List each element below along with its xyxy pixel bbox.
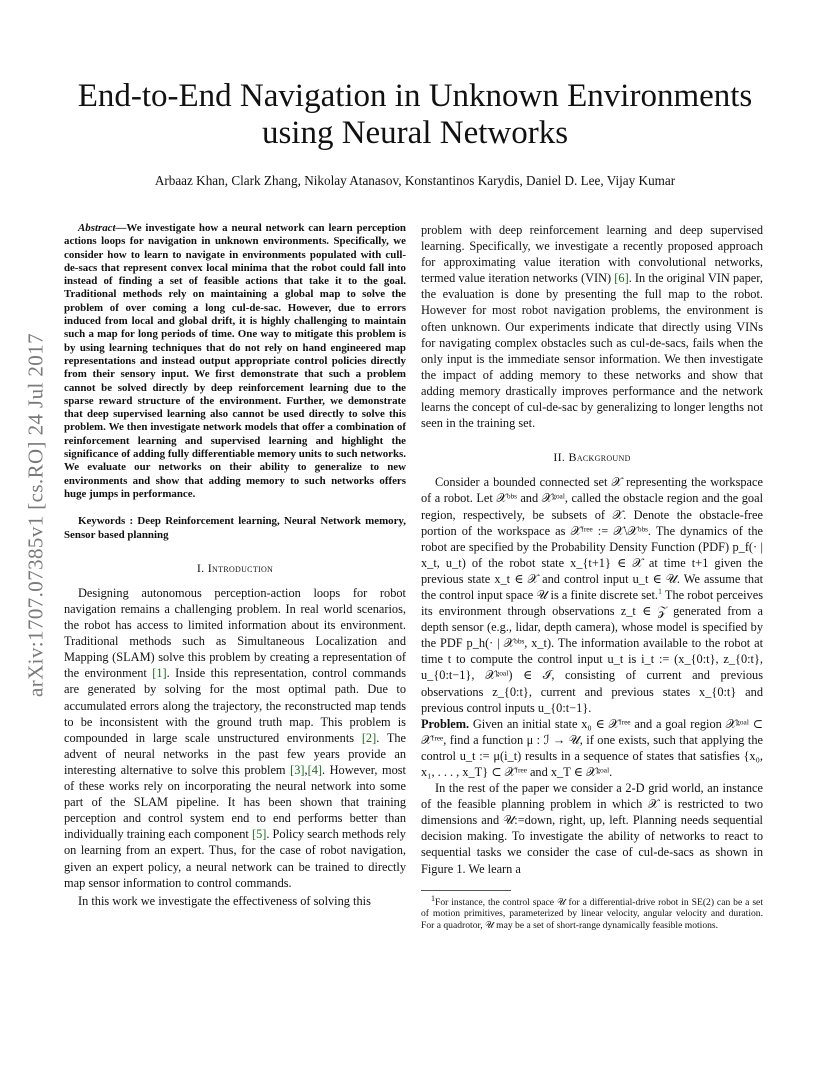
- citation-link[interactable]: [2]: [361, 730, 377, 745]
- section-heading-background: II. Background: [553, 450, 631, 465]
- right-column: [421, 222, 763, 932]
- arxiv-sidebar: [22, 295, 50, 735]
- author-list: Arbaaz Khan, Clark Zhang, Nikolay Atanasov, Konstantinos Karydis, Daniel D. Lee, Vijay Kumar: [154, 173, 676, 188]
- problem-label: Problem.: [421, 716, 470, 731]
- intro-paragraph-2: In this work we investigate the effectiveness of solving this: [78, 893, 371, 908]
- citation-link[interactable]: [6]: [614, 271, 629, 286]
- citation-link[interactable]: [1]: [152, 666, 167, 681]
- intro-paragraph-1: Designing autonomous perception-action loops for robot navigation remains a challenging problem. In real world scenarios, the robot has access to limited information about its environment. Traditional methods such as Simultaneous Localization and Mapping (SLAM) solve this problem by creating a representation of the environment [1]. Inside this representation, control commands are generated by solving for the most optimal path. Due to accumulated errors along the trajectory, the reconstructed map tends to be inconsistent with the ground truth map. This problem is compounded in large scale unstructured environments [2]. The advent of neural networks in the past few years provide an interesting alternative to solve this problem [3],[4]. However, most of these works rely on incorporating the neural network into some part of the SLAM pipeline. It has been shown that training perception and control system end to end performs better than individually training each component [5]. Policy search methods rely on learning from an expert. Thus, for the case of robot navigation, given an expert policy, a neural network can be trained to directly map sensor information to control commands.: [64, 585, 407, 890]
- footnote-number: 1: [431, 893, 435, 903]
- background-paragraph-1: Consider a bounded connected set 𝒳 representing the workspace of a robot. Let 𝒳ᵒᵇˢ and 𝒳ᵍᵒᵃˡ, called the obstacle region and the goal region, respectively, be subsets of 𝒳. Denote the obstacle-free portion of the workspace as 𝒳ᶠʳᵉᵉ := 𝒳\𝒳ᵒᵇˢ. The dynamics of the robot are specified by the Probability Density Function (PDF) p_f(· | x_t, u_t) of the robot state x_{t+1} ∈ 𝒳 at time t+1 given the previous state x_t ∈ 𝒳 and control input u_t ∈ 𝒰. We assume that the control input space 𝒰 is a finite discrete set.$^1$ The robot perceives its environment through observations z_t ∈ 𝒵 generated from a depth sensor (e.g., lidar, depth camera), whose model is specified by the PDF p_h(· | 𝒳ᵒᵇˢ, x_t). The information available to the robot at time t to compute the control input u_t is i_t := (x_{0:t}, z_{0:t}, u_{0:t−1}, 𝒳ᵍᵒᵃˡ) ∈ ℐ, consisting of current and previous observations z_{0:t}, current and previous states x_{0:t} and previous control inputs u_{0:t−1}.: [421, 475, 763, 715]
- arxiv-identifier: arXiv:1707.07385v1 [cs.RO] 24 Jul 2017: [23, 332, 48, 698]
- citation-link[interactable]: [5]: [251, 827, 267, 842]
- footnote-divider: [421, 890, 511, 891]
- right-paragraph-1: problem with deep reinforcement learning and deep supervised learning. Specifically, we investigate a recently proposed approach for approximating value iteration with convolutional networks, termed value iteration networks (VIN) [6]. In the original VIN paper, the evaluation is done by presenting the full map to the robot. However for most robot navigation problems, the environment is often unknown. Our experiments indicate that directly using VINs for navigating complex obstacles such as cul-de-sacs, fails when the only input is the immediate sensor information. We then investigate the impact of adding memory to these networks and show that adding memory drastically improves performance and the network learns the concept of cul-de-sac by generalizing to longer lengths not seen in the training set.: [421, 223, 763, 431]
- citation-link[interactable]: [3]: [290, 762, 305, 777]
- title-line-2: using Neural Networks: [261, 115, 569, 151]
- footnote-marker[interactable]: 1: [658, 586, 662, 596]
- background-paragraph-2: In the rest of the paper we consider a 2-D grid world, an instance of the feasible planning problem in which 𝒳 is restricted to two dimensions and 𝒰:=down, right, up, left. Planning needs sequential decision making. To investigate the ability of networks to react to sequential tasks we consider the case of cul-de-sacs as shown in Figure 1. We learn a: [421, 781, 763, 876]
- abstract-text: —We investigate how a neural network can learn perception actions loops for navigation in unknown environments. Specifically, we consider how to learn to navigate in environments populated with cull-de-sacs that represent convex local minima that the robot could fall into instead of finding a set of feasible actions that take it to the goal. Traditional methods rely on maintaining a global map to solve the problem of over coming a long cul-de-sac. However, due to errors induced from local and global drift, it is highly challenging to maintain such a map for long periods of time. One way to mitigate this problem is by using learning techniques that do not rely on hand engineered map representations and instead output appropriate control policies directly from their sensory input. We first demonstrate that such a problem cannot be solved directly by deep reinforcement learning due to the sparse reward structure of the environment. Further, we demonstrate that deep supervised learning also cannot be used directly to solve this problem. We then investigate network models that offer a combination of reinforcement learning and supervised learning and highlight the significance of adding fully differentiable memory units to such networks. We evaluate our networks on their ability to generalize to new environments and show that adding memory to such networks offers huge jumps in performance.: [64, 222, 406, 500]
- section-heading-introduction: I. Introduction: [196, 560, 274, 575]
- citation-link[interactable]: [4]: [307, 762, 322, 777]
- left-column: [64, 222, 406, 909]
- keywords: Keywords : Deep Reinforcement learning, Neural Network memory, Sensor based planning: [64, 515, 406, 541]
- paper-title: [60, 78, 770, 152]
- footnote: $^1$For instance, the control space 𝒰 for a differential-drive robot in SE(2) can be a set of motion primitives, parameterized by linear velocity, angular velocity and duration. For a quadrotor, 𝒰 may be a set of short-range dynamically feasible motions.: [421, 893, 763, 932]
- abstract-label: Abstract: [78, 222, 116, 234]
- abstract: [64, 222, 406, 501]
- problem-statement: Problem. Given an initial state x₀ ∈ 𝒳ᶠʳᵉᵉ and a goal region 𝒳ᵍᵒᵃˡ ⊂ 𝒳ᶠʳᵉᵉ, find a function μ : ℐ → 𝒰, if one exists, such that applying the control u_t := μ(i_t) results in a sequence of states that satisfies {x₀, x₁, . . . , x_T} ⊂ 𝒳ᶠʳᵉᵉ and x_T ∈ 𝒳ᵍᵒᵃˡ.: [421, 716, 763, 779]
- title-line-1: End-to-End Navigation in Unknown Environments: [77, 78, 753, 114]
